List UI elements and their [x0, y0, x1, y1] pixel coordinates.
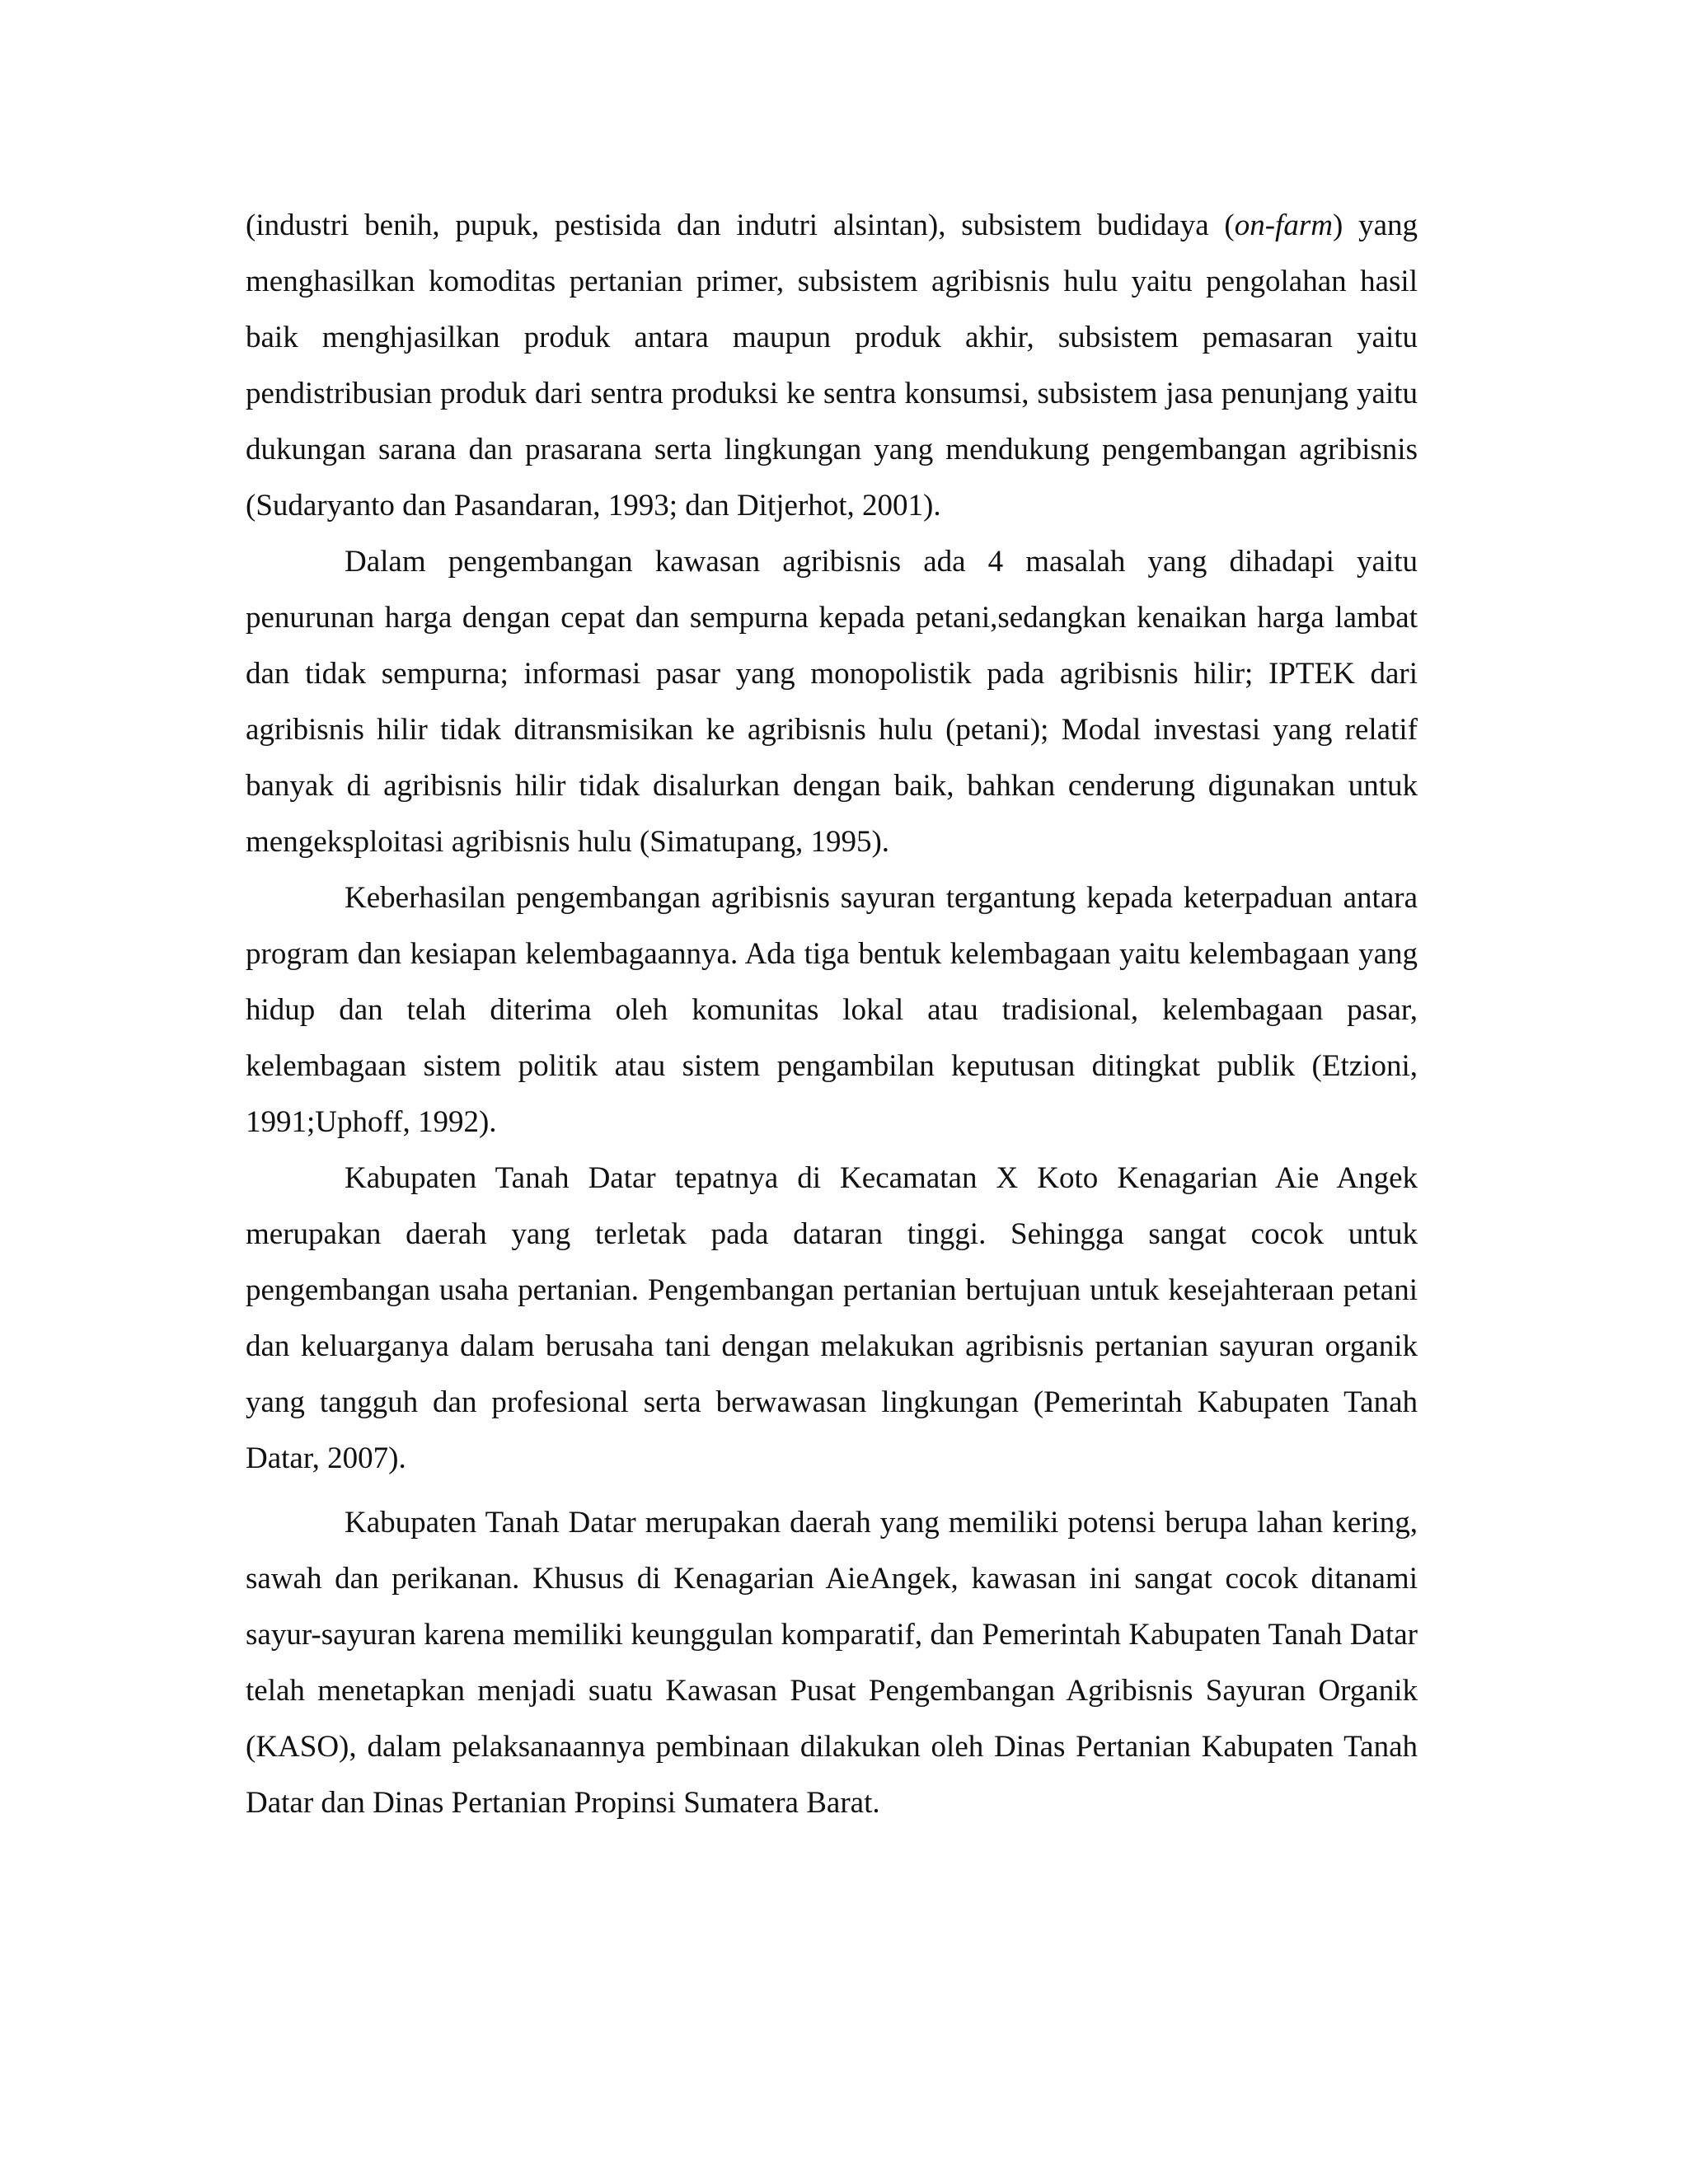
paragraph-1	[246, 198, 1418, 534]
paragraph-4: Kabupaten Tanah Datar tepatnya di Kecamatan X Koto Kenagarian Aie Angek merupakan daerah yang terletak pada dataran tinggi. Sehingga sangat cocok untuk pengembangan usaha pertanian. Pengembangan pertanian bertujuan untuk kesejahteraan petani dan keluarganya dalam berusaha tani dengan melakukan agribisnis pertanian sayuran organik yang tangguh dan profesional serta berwawasan lingkungan (Pemerintah Kabupaten Tanah Datar, 2007).	[246, 1161, 1418, 1475]
paragraph-5: Kabupaten Tanah Datar merupakan daerah yang memiliki potensi berupa lahan kering, sawah dan perikanan. Khusus di Kenagarian AieAngek, kawasan ini sangat cocok ditanami sayur-sayuran karena memiliki keunggulan komparatif, dan Pemerintah Kabupaten Tanah Datar telah menetapkan menjadi suatu Kawasan Pusat Pengembangan Agribisnis Sayuran Organik (KASO), dalam pelaksanaannya pembinaan dilakukan oleh Dinas Pertanian Kabupaten Tanah Datar dan Dinas Pertanian Propinsi Sumatera Barat.	[246, 1506, 1418, 1820]
body-text	[246, 198, 1418, 1831]
paragraph-1-text-end: ) yang menghasilkan komoditas pertanian primer, subsistem agribisnis hulu yaitu pengolahan hasil baik menghjasilkan produk antara maupun produk akhir, subsistem pemasaran yaitu pendistribusian produk dari sentra produksi ke sentra konsumsi, subsistem jasa penunjang yaitu dukungan sarana dan prasarana serta lingkungan yang mendukung pengembangan agribisnis (Sudaryanto dan Pasandaran, 1993; dan Ditjerhot, 2001).	[246, 209, 1418, 523]
paragraph-3: Keberhasilan pengembangan agribisnis sayuran tergantung kepada keterpaduan antara program dan kesiapan kelembagaannya. Ada tiga bentuk kelembagaan yaitu kelembagaan yang hidup dan telah diterima oleh komunitas lokal atau tradisional, kelembagaan pasar, kelembagaan sistem politik atau sistem pengambilan keputusan ditingkat publik (Etzioni, 1991;Uphoff, 1992).	[246, 881, 1418, 1139]
paragraph-2: Dalam pengembangan kawasan agribisnis ada 4 masalah yang dihadapi yaitu penurunan harga dengan cepat dan sempurna kepada petani,sedangkan kenaikan harga lambat dan tidak sempurna; informasi pasar yang monopolistik pada agribisnis hilir; IPTEK dari agribisnis hilir tidak ditransmisikan ke agribisnis hulu (petani); Modal investasi yang relatif banyak di agribisnis hilir tidak disalurkan dengan baik, bahkan cenderung digunakan untuk mengeksploitasi agribisnis hulu (Simatupang, 1995).	[246, 545, 1418, 859]
paragraph-1-text-start: (industri benih, pupuk, pestisida dan indutri alsintan), subsistem budidaya (	[246, 209, 1235, 242]
paragraph-1-italic-term: on-farm	[1234, 209, 1333, 242]
